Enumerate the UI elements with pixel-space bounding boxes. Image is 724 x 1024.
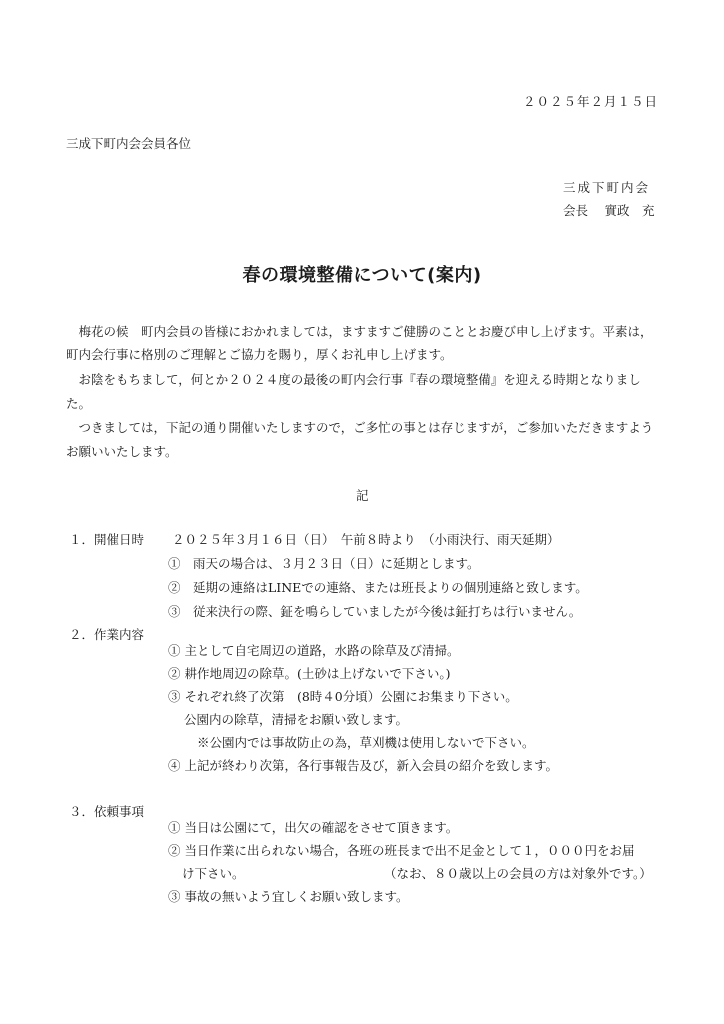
intro-line: つきましては，下記の通り開催いたしますので，ご多忙の事とは存じますが，ご参加いただきますよう [66,420,654,435]
section-2-item: ② 耕作地周辺の除草。(土砂は上げないで下さい。) [168,666,451,681]
section-2-item: ③ それぞれ終了次第 (8時４0分頃）公園にお集まり下さい。 [168,689,518,704]
event-datetime: ２０２５年３月１６日（日） 午前８時より （小雨決行、雨天延期） [172,532,560,547]
addressee: 三成下町内会会員各位 [66,136,192,151]
document-title: 春の環境整備について(案内) [242,265,482,286]
section-2-item: ④ 上記が終わり次第，各行事報告及び，新入会員の紹介を致します。 [168,758,558,773]
document-date: ２０２５年２月１５日 [522,94,658,109]
section-2-note: ※公園内では事故防止の為，草刈機は使用しないで下さい。 [197,735,535,750]
section-3-item: ① 当日は公園にて，出欠の確認をさせて頂きます。 [168,820,459,835]
section-2-item: 公園内の除草，清掃をお願い致します。 [184,712,409,727]
section-3-item: ③ 事故の無いよう宜しくお願い致します。 [168,889,409,904]
intro-line: 梅花の候 町内会員の皆様におかれましては，ますますご健勝のこととお慶び申し上げます。平素は， [66,324,653,339]
section-3-exemption-note: （なお、８０歳以上の会員の方は対象外です。） [384,866,652,881]
section-1-item: ② 延期の連絡はLINEでの連絡、または班長よりの個別連絡と致します。 [168,580,588,595]
section-3-label: ３．依頼事項 [69,804,145,819]
section-1-label: １．開催日時 [69,532,145,547]
intro-line: 町内会行事に格別のご理解とご協力を賜り，厚くお礼申し上げます。 [66,347,453,362]
section-3-item-continued: け下さい。 [182,866,245,881]
section-3-item: ② 当日作業に出られない場合，各班の班長まで出不足金として１，０００円をお届 [168,843,635,858]
section-1-item: ① 雨天の場合は、３月２３日（日）に延期とします。 [168,556,480,571]
sender-organization: 三成下町内会 [563,180,651,195]
intro-line: お陰をもちまして，何とか２０２４度の最後の町内会行事『春の環境整備』を迎える時期となりまし [66,372,641,387]
sender-person: 会長 實政 充 [563,203,655,218]
section-1-item: ③ 従来決行の際、鉦を鳴らしていましたが今後は鉦打ちは行いません。 [168,604,582,619]
section-2-label: ２．作業内容 [69,627,145,642]
intro-line: た。 [66,396,92,411]
section-2-item: ① 主として自宅周辺の道路，水路の除草及び清掃。 [168,643,460,658]
intro-line: お願いいたします。 [66,444,178,459]
ki-heading: 記 [356,488,369,503]
